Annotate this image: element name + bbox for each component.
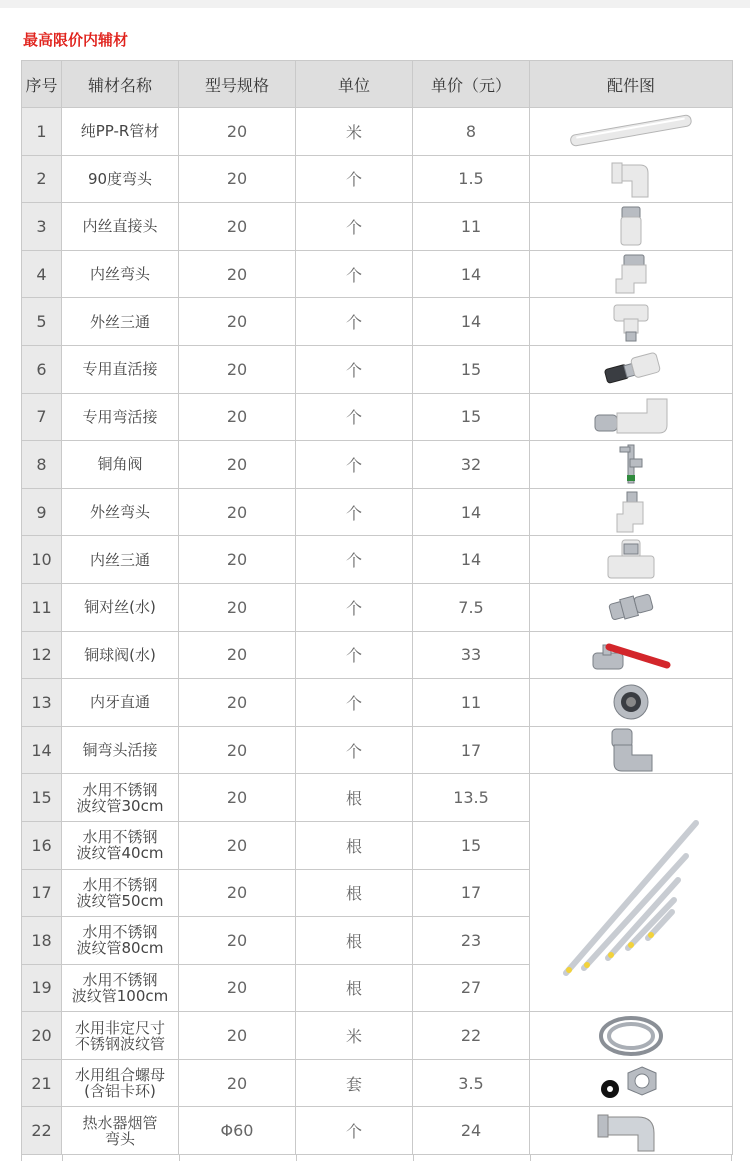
row-seq: 12 xyxy=(22,631,62,679)
row-spec: 20 xyxy=(179,583,296,631)
table-row xyxy=(22,488,733,536)
row-image-cell xyxy=(530,250,733,298)
col-header-spec: 型号规格 xyxy=(179,61,296,108)
row-seq: 22 xyxy=(22,1107,62,1155)
row-image-cell xyxy=(530,774,733,1012)
row-spec: Φ60 xyxy=(179,1107,296,1155)
row-image-cell xyxy=(530,726,733,774)
row-spec: 20 xyxy=(179,298,296,346)
row-item-name: 铜球阀(水) xyxy=(62,631,179,679)
row-spec: 20 xyxy=(179,393,296,441)
row-image-cell xyxy=(530,631,733,679)
row-price: 24 xyxy=(413,1107,530,1155)
row-unit: 个 xyxy=(296,155,413,203)
ppr-pipe-icon xyxy=(530,111,732,151)
row-item-name: 水用非定尺寸 不锈钢波纹管 xyxy=(62,1012,179,1060)
row-seq: 5 xyxy=(22,298,62,346)
row-price: 14 xyxy=(413,250,530,298)
row-price: 7.5 xyxy=(413,583,530,631)
row-item-name: 水用不锈钢 波纹管80cm xyxy=(62,917,179,965)
row-price: 15 xyxy=(413,821,530,869)
angle-valve-icon xyxy=(530,441,732,487)
table-row xyxy=(22,441,733,489)
row-price: 11 xyxy=(413,203,530,251)
table-row xyxy=(22,1059,733,1107)
row-spec: 20 xyxy=(179,250,296,298)
table-row xyxy=(22,726,733,774)
row-seq: 11 xyxy=(22,583,62,631)
row-price: 8 xyxy=(413,108,530,156)
row-item-name: 铜弯头活接 xyxy=(62,726,179,774)
col-header-unit: 单位 xyxy=(296,61,413,108)
row-image-cell xyxy=(530,155,733,203)
row-spec: 20 xyxy=(179,774,296,822)
brass-elbow-union-icon xyxy=(530,727,732,773)
table-row xyxy=(22,250,733,298)
row-seq: 18 xyxy=(22,917,62,965)
row-item-name: 外丝弯头 xyxy=(62,488,179,536)
table-row xyxy=(22,393,733,441)
row-seq: 2 xyxy=(22,155,62,203)
top-bar xyxy=(0,0,750,8)
row-image-cell xyxy=(530,536,733,584)
elbow-fitting-icon xyxy=(530,159,732,199)
row-item-name: 90度弯头 xyxy=(62,155,179,203)
row-unit: 根 xyxy=(296,917,413,965)
row-seq: 9 xyxy=(22,488,62,536)
row-image-cell xyxy=(530,1107,733,1155)
section-heading: 最高限价内辅材 xyxy=(23,31,129,49)
row-unit: 个 xyxy=(296,203,413,251)
row-seq: 4 xyxy=(22,250,62,298)
row-spec: 20 xyxy=(179,631,296,679)
materials-table xyxy=(21,60,733,1155)
row-unit: 米 xyxy=(296,108,413,156)
row-unit: 个 xyxy=(296,250,413,298)
row-price: 14 xyxy=(413,488,530,536)
table-row xyxy=(22,583,733,631)
brass-nipple-icon xyxy=(530,589,732,625)
row-spec: 20 xyxy=(179,679,296,727)
row-spec: 20 xyxy=(179,488,296,536)
row-item-name: 内丝三通 xyxy=(62,536,179,584)
flue-elbow-icon xyxy=(530,1109,732,1153)
coiled-hose-icon xyxy=(530,1014,732,1058)
row-image-cell xyxy=(530,441,733,489)
row-item-name: 水用不锈钢 波纹管40cm xyxy=(62,821,179,869)
straight-union-icon xyxy=(530,349,732,389)
row-image-cell xyxy=(530,203,733,251)
row-seq: 15 xyxy=(22,774,62,822)
male-tee-icon xyxy=(530,301,732,343)
row-item-name: 内丝弯头 xyxy=(62,250,179,298)
row-spec: 20 xyxy=(179,155,296,203)
row-price: 22 xyxy=(413,1012,530,1060)
row-unit: 个 xyxy=(296,631,413,679)
table-row xyxy=(22,631,733,679)
row-price: 27 xyxy=(413,964,530,1012)
row-spec: 20 xyxy=(179,917,296,965)
row-unit: 套 xyxy=(296,1059,413,1107)
row-item-name: 铜对丝(水) xyxy=(62,583,179,631)
row-spec: 20 xyxy=(179,1012,296,1060)
row-spec: 20 xyxy=(179,869,296,917)
row-seq: 6 xyxy=(22,345,62,393)
row-price: 32 xyxy=(413,441,530,489)
row-item-name: 专用弯活接 xyxy=(62,393,179,441)
row-price: 1.5 xyxy=(413,155,530,203)
table-body xyxy=(22,108,733,1155)
row-spec: 20 xyxy=(179,108,296,156)
row-unit: 个 xyxy=(296,583,413,631)
table-row xyxy=(22,203,733,251)
row-image-cell xyxy=(530,298,733,346)
row-item-name: 内丝直接头 xyxy=(62,203,179,251)
row-image-cell xyxy=(530,1012,733,1060)
col-header-seq: 序号 xyxy=(22,61,62,108)
table-row xyxy=(22,679,733,727)
row-image-cell xyxy=(530,488,733,536)
row-seq: 13 xyxy=(22,679,62,727)
table-header-row xyxy=(22,61,733,108)
row-item-name: 外丝三通 xyxy=(62,298,179,346)
row-item-name: 专用直活接 xyxy=(62,345,179,393)
row-unit: 根 xyxy=(296,964,413,1012)
row-price: 23 xyxy=(413,917,530,965)
female-coupling-icon xyxy=(530,205,732,247)
row-spec: 20 xyxy=(179,821,296,869)
table-row xyxy=(22,155,733,203)
row-spec: 20 xyxy=(179,726,296,774)
row-unit: 根 xyxy=(296,774,413,822)
row-spec: 20 xyxy=(179,203,296,251)
row-unit: 个 xyxy=(296,393,413,441)
row-image-cell xyxy=(530,108,733,156)
female-straight-icon xyxy=(530,682,732,722)
female-elbow-icon xyxy=(530,253,732,295)
table-row xyxy=(22,345,733,393)
corrugated-hoses-icon xyxy=(530,808,732,978)
row-item-name: 水用不锈钢 波纹管30cm xyxy=(62,774,179,822)
row-image-cell xyxy=(530,679,733,727)
row-seq: 3 xyxy=(22,203,62,251)
row-seq: 8 xyxy=(22,441,62,489)
row-image-cell xyxy=(530,583,733,631)
row-spec: 20 xyxy=(179,536,296,584)
row-unit: 个 xyxy=(296,1107,413,1155)
row-spec: 20 xyxy=(179,964,296,1012)
row-item-name: 纯PP-R管材 xyxy=(62,108,179,156)
row-unit: 个 xyxy=(296,441,413,489)
row-unit: 米 xyxy=(296,1012,413,1060)
row-price: 15 xyxy=(413,345,530,393)
male-elbow-icon xyxy=(530,490,732,534)
col-header-price: 单价（元） xyxy=(413,61,530,108)
table-row xyxy=(22,108,733,156)
row-spec: 20 xyxy=(179,345,296,393)
elbow-union-icon xyxy=(530,395,732,439)
col-header-name: 辅材名称 xyxy=(62,61,179,108)
row-price: 14 xyxy=(413,536,530,584)
row-seq: 10 xyxy=(22,536,62,584)
row-spec: 20 xyxy=(179,441,296,489)
row-seq: 20 xyxy=(22,1012,62,1060)
row-price: 33 xyxy=(413,631,530,679)
row-unit: 个 xyxy=(296,679,413,727)
table-row xyxy=(22,298,733,346)
row-item-name: 水用不锈钢 波纹管100cm xyxy=(62,964,179,1012)
row-price: 11 xyxy=(413,679,530,727)
table-row xyxy=(22,1012,733,1060)
row-item-name: 水用不锈钢 波纹管50cm xyxy=(62,869,179,917)
ball-valve-icon xyxy=(530,635,732,675)
row-spec: 20 xyxy=(179,1059,296,1107)
row-unit: 个 xyxy=(296,488,413,536)
row-price: 15 xyxy=(413,393,530,441)
row-item-name: 铜角阀 xyxy=(62,441,179,489)
nut-set-icon xyxy=(530,1063,732,1103)
row-price: 3.5 xyxy=(413,1059,530,1107)
row-seq: 21 xyxy=(22,1059,62,1107)
row-seq: 19 xyxy=(22,964,62,1012)
row-price: 17 xyxy=(413,726,530,774)
row-unit: 个 xyxy=(296,726,413,774)
table-continuation xyxy=(21,1154,732,1161)
row-seq: 14 xyxy=(22,726,62,774)
row-seq: 16 xyxy=(22,821,62,869)
table-row xyxy=(22,536,733,584)
row-unit: 根 xyxy=(296,821,413,869)
row-image-cell xyxy=(530,345,733,393)
table-row xyxy=(22,774,733,822)
female-tee-icon xyxy=(530,538,732,582)
row-item-name: 水用组合螺母 (含铝卡环) xyxy=(62,1059,179,1107)
row-image-cell xyxy=(530,393,733,441)
row-seq: 1 xyxy=(22,108,62,156)
row-item-name: 内牙直通 xyxy=(62,679,179,727)
table-row xyxy=(22,1107,733,1155)
row-image-cell xyxy=(530,1059,733,1107)
row-price: 14 xyxy=(413,298,530,346)
row-price: 17 xyxy=(413,869,530,917)
row-unit: 个 xyxy=(296,536,413,584)
row-seq: 17 xyxy=(22,869,62,917)
row-unit: 个 xyxy=(296,345,413,393)
row-seq: 7 xyxy=(22,393,62,441)
row-price: 13.5 xyxy=(413,774,530,822)
row-item-name: 热水器烟管 弯头 xyxy=(62,1107,179,1155)
col-header-image: 配件图 xyxy=(530,61,733,108)
row-unit: 根 xyxy=(296,869,413,917)
row-unit: 个 xyxy=(296,298,413,346)
